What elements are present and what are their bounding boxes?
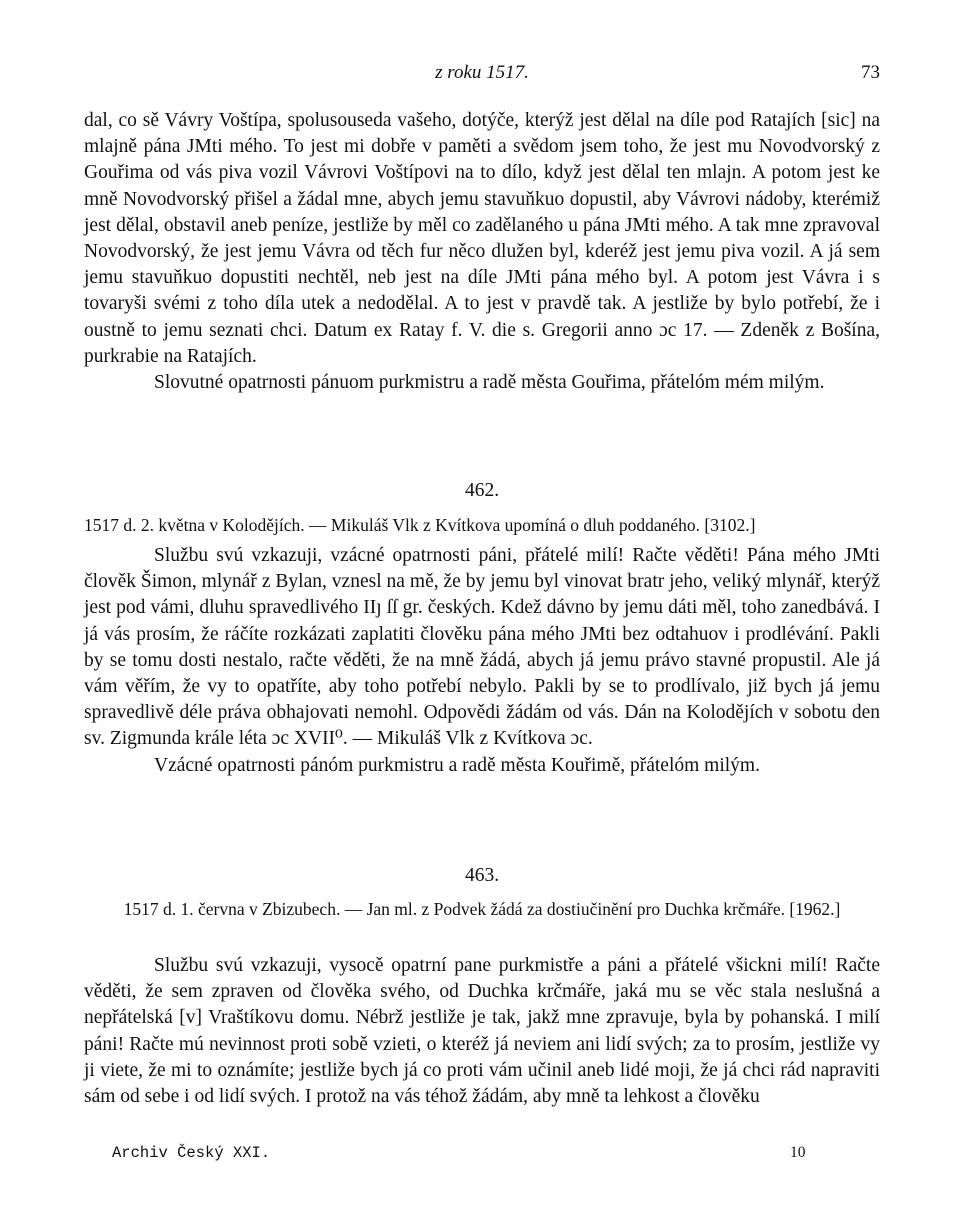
letter-regest: 1517 d. 2. května v Kolodějích. — Mikuláš Vlk z Kvítkova upomíná o dluh poddaného. [3102.]	[84, 515, 756, 535]
letter-address: Slovutné opatrnosti pánuom purkmistru a radě města Gouřima, přátelóm mém milým.	[154, 372, 825, 394]
letter-body-paragraph: Službu svú vzkazuji, vzácné opatrnosti páni, přátelé milí! Račte věděti! Pána mého JMti člověk Šimon, mlynář z Bylan, vznesl na mě, že by jemu byl vinovat bratr jeho, veliký mlynář, kterýž jest pod vámi, dluhu spravedlivého IIȷ ſſ gr. českých. Kdež dávno by jemu dáti měl, toho zanedbává. I já vás prosím, že ráčíte rozkázati zaplatiti člověku pána mého JMti bez odtahuov i prodlévání. Pakli by se tomu dosti nestalo, račte věděti, že na mně žádá, abych já jemu právo stavné propustil. Ale já vám věřím, že vy to opatříte, aby toho potřebí nebylo. Pakli by se to prodlívalo, již bych já jemu spravedlivě déle práva obhajovati nemohl. Odpovědi žádám od vás. Dán na Kolodějích v sobotu den sv. Zigmunda krále léta ɔc XVII⁰. — Mikuláš Vlk z Kvítkova ɔc.	[84, 545, 880, 750]
letter-body-paragraph: dal, co sě Vávry Voštípa, spolusouseda vašeho, dotýče, kterýž jest dělal na díle pod Ratajích [sic] na mlajně pána JMti mého. To jest mi dobře v paměti a svědom jsem toho, že jest mu Novodvorský z Gouřima od vás piva vozil Vávrovi Voštípovi na to dílo, když jest dělal ten mlajn. A potom jest ke mně Novodvorský přišel a žádal mne, abych jemu stavuňkuo dopustil, aby Vávrovi nádoby, kterémiž jest dělal, obstavil aneb peníze, jestliže by měl co zadělaného u pána JMti mého. A tak mne zpravoval Novodvorský, že jest jemu Vávra od těch fur něco dlužen byl, kderéž jest jemu piva vozil. A já sem jemu stavuňkuo dopustiti nechtěl, neb jest na díle JMti pána mého byl. A potom jest Vávra i s tovaryši svémi z toho díla utek a nedodělal. A to jest v pravdě tak. A jestliže by bylo potřebí, že i oustně to jemu seznati chci. Datum ex Ratay f. V. die s. Gregorii anno ɔc 17. — Zdeněk z Bošína, purkrabie na Ratajích.	[84, 110, 880, 367]
sheet-number: 10	[790, 1144, 806, 1161]
letter-address: Vzácné opatrnosti pánóm purkmistru a radě města Kouřimě, přátelóm milým.	[154, 754, 760, 776]
letter-number: 462.	[464, 480, 500, 501]
letter-body-paragraph: Službu svú vzkazuji, vysocě opatrní pane purkmistře a páni a přátelé všickni milí! Račte věděti, že sem zpraven od člověka svého, od Duchka krčmáře, jaká mu se věc stala neslušná a nepřátelská [v] Vraštíkovu domu. Nébrž jestliže je tak, jakž mne zpravuje, byla by pohanská. I milí páni! Račte mú nevinnost proti sobě vzieti, o kteréž já neviem ani lidí svých; za to prosím, jestliže vy ji viete, že mi to oznámíte; jestliže bych já co proti vám učinil aneb lidé moji, že já chci rád napraviti sám od sebe i od lidí svých. I protož na vás téhož žádám, aby mně ta lehkost a člověku	[84, 955, 880, 1108]
running-header	[84, 62, 880, 88]
letter-regest: 1517 d. 1. června v Zbizubech. — Jan ml. z Podvek žádá za dostiučinění pro Duchka krčmáře. [1962.]	[123, 899, 841, 919]
letter-462	[84, 543, 880, 779]
running-title: z roku 1517.	[435, 62, 529, 83]
letter-463	[84, 953, 880, 1110]
continued-letter	[84, 108, 880, 396]
letter-number: 463.	[464, 865, 500, 886]
volume-signature: Archiv Český XXI.	[112, 1144, 271, 1162]
page-footer	[84, 1144, 880, 1168]
page-number: 73	[861, 62, 880, 83]
